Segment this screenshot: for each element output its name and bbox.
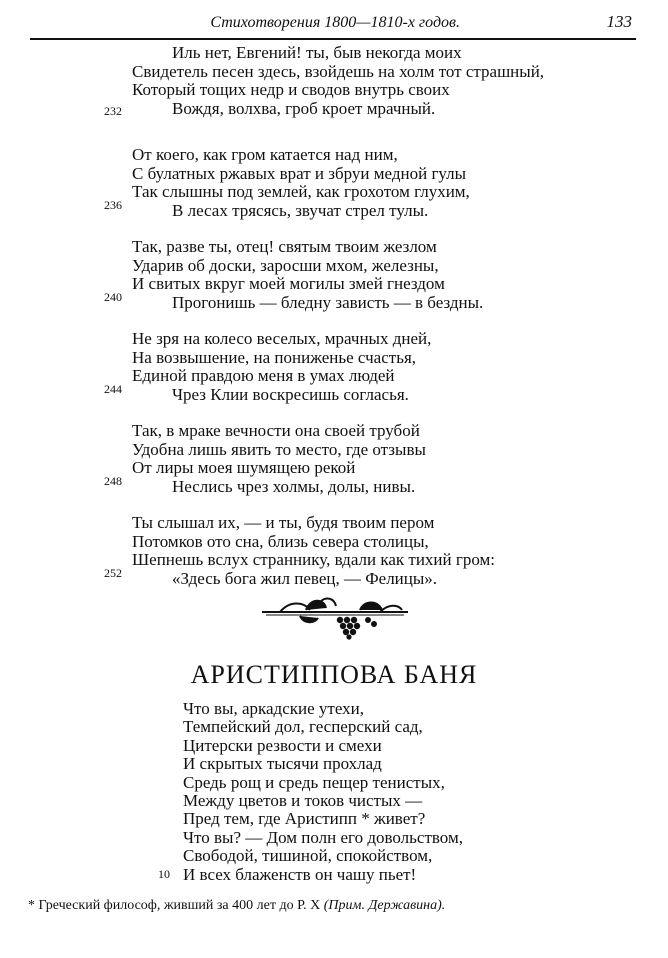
line-number: 232 [104, 104, 122, 118]
verse-line: Прогонишь — бледну зависть — в бездны. [172, 292, 484, 312]
verse-line: От коего, как гром катается над ним, [132, 145, 398, 164]
line-number: 10 [158, 867, 170, 881]
verse-line: «Здесь бога жил певец, — Фелицы». [172, 568, 438, 588]
verse-line: И всех блаженств он чашу пьет! [183, 864, 417, 884]
verse-line: Ты слышал их, — и ты, будя твоим пером [132, 513, 435, 532]
verse-line: И свитых вкруг моей могилы змей гнездом [132, 274, 445, 293]
footnote [28, 898, 445, 914]
stanza-5 [132, 422, 426, 496]
line-number: 248 [104, 474, 122, 488]
verse-line: Шепнешь вслух страннику, вдали как тихий гром: [132, 550, 496, 569]
line-number: 252 [104, 566, 122, 580]
verse-line: Вождя, волхва, гроб кроет мрачный. [172, 98, 436, 118]
verse-line: И скрытых тысячи прохлад [183, 754, 382, 774]
verse-line: Не зря на колесо веселых, мрачных дней, [132, 329, 432, 348]
verse-line: Цитерски резвости и смехи [183, 735, 382, 755]
footnote-attribution: (Прим. Державина). [323, 898, 446, 913]
stanza-1 [132, 44, 544, 118]
ornament-vignette-icon [260, 596, 410, 640]
line-number: 244 [104, 382, 122, 396]
verse-line: Который тощих недр и сводов внутрь своих [132, 80, 450, 99]
verse-line: Темпейский дол, гесперский сад, [183, 717, 423, 737]
header-rule [30, 38, 636, 40]
verse-line: Средь рощ и средь пещер тенистых, [183, 772, 445, 792]
footnote-text: * Греческий философ, живший за 400 лет до Р. Х [28, 898, 321, 913]
verse-line: Так, в мраке вечности она своей трубой [132, 421, 420, 440]
page-number: 133 [606, 12, 632, 31]
verse-line: Единой правдою меня в умах людей [132, 366, 395, 385]
poem-body [183, 700, 463, 884]
verse-line: Свободой, тишиной, спокойством, [183, 846, 433, 866]
verse-line: В лесах трясясь, звучат стрел тулы. [172, 200, 429, 220]
verse-line: Иль нет, Евгений! ты, быв некогда моих [172, 43, 462, 62]
running-title: Стихотворения 1800—1810-х годов. [210, 14, 460, 31]
verse-line: Так слышны под землей, как грохотом глухим, [132, 182, 470, 201]
line-number: 236 [104, 198, 122, 212]
verse-line: Удобна лишь явить то место, где отзывы [132, 439, 426, 459]
verse-line: Неслись чрез холмы, долы, нивы. [172, 476, 416, 496]
stanza-2 [132, 146, 470, 220]
verse-line: Ударив об доски, заросши мхом, железны, [132, 255, 439, 275]
stanza-3 [132, 238, 483, 312]
verse-line: Так, разве ты, отец! святым твоим жезлом [132, 237, 437, 256]
verse-line: Свидетель песен здесь, взойдешь на холм тот страшный, [132, 61, 545, 81]
verse-line: Чрез Клии воскресишь согласья. [172, 384, 409, 404]
verse-line: На возвышение, на пониженье счастья, [132, 347, 417, 367]
verse-line: С булатных ржавых врат и збруи медной гулы [132, 163, 467, 183]
line-number: 240 [104, 290, 122, 304]
verse-line: Пред тем, где Аристипп * живет? [183, 809, 426, 829]
verse-line: Что вы, аркадские утехи, [183, 699, 364, 718]
poem-title: АРИСТИППОВА БАНЯ [190, 660, 478, 689]
stanza-6 [132, 514, 495, 588]
verse-line: Потомков ото сна, близь севера столицы, [132, 531, 429, 551]
verse-line: От лиры моея шумящею рекой [132, 458, 356, 477]
verse-line: Между цветов и токов чистых — [183, 791, 423, 811]
verse-line: Что вы? — Дом полн его довольством, [183, 827, 463, 847]
stanza-4 [132, 330, 431, 404]
